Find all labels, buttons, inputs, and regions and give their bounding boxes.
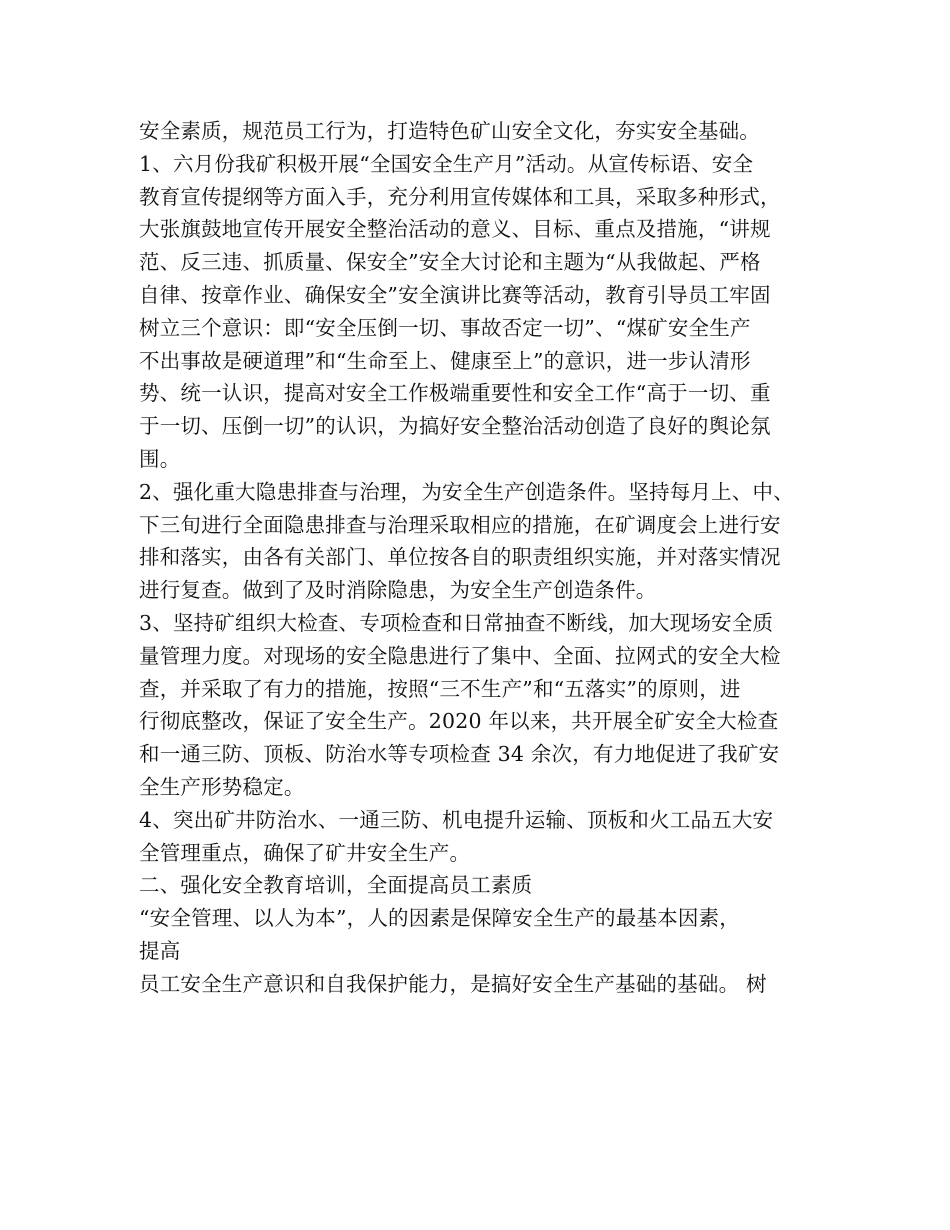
- text-line: “安全管理、以人为本”，人的因素是保障安全生产的最基本因素，: [139, 906, 740, 931]
- text-line: 全管理重点，确保了矿井安全生产。: [139, 840, 471, 865]
- text-line: 范、反三违、抓质量、保安全”安全大讨论和主题为“从我做起、严格: [139, 250, 761, 275]
- text-line: 2、强化重大隐患排查与治理，为安全生产创造条件。坚持每月上、中、: [139, 479, 794, 504]
- text-line: 自律、按章作业、确保安全”安全演讲比赛等活动，教育引导员工牢固: [139, 282, 771, 307]
- text-line: 大张旗鼓地宣传开展安全整治活动的意义、目标、重点及措施，“讲规: [139, 217, 771, 242]
- text-line: 势、统一认识，提高对安全工作极端重要性和安全工作“高于一切、重: [139, 381, 771, 406]
- text-line: 排和落实，由各有关部门、单位按各自的职责组织实施，并对落实情况: [139, 545, 781, 570]
- text-line: 查，并采取了有力的措施，按照“三不生产”和“五落实”的原则，进: [139, 676, 741, 701]
- text-line: 教育宣传提纲等方面入手，充分利用宣传媒体和工具，采取多种形式，: [139, 184, 781, 209]
- text-line: 于一切、压倒一切”的认识，为搞好安全整治活动创造了良好的舆论氛: [139, 414, 771, 439]
- text-line: 下三旬进行全面隐患排查与治理采取相应的措施，在矿调度会上进行安: [139, 512, 781, 537]
- text-line: 4、突出矿井防治水、一通三防、机电提升运输、顶板和火工品五大安: [139, 807, 774, 832]
- text-line: 树立三个意识：即“安全压倒一切、事故否定一切”、“煤矿安全生产: [139, 315, 751, 340]
- text-line: 行彻底整改，保证了安全生产。2020 年以来，共开展全矿安全大检查: [139, 709, 779, 734]
- text-line: 和一通三防、顶板、防治水等专项检查 34 余次，有力地促进了我矿安: [139, 742, 780, 767]
- text-line: 不出事故是硬道理”和“生命至上、健康至上”的意识，进一步认清形: [139, 348, 751, 373]
- text-line: 员工安全生产意识和自我保护能力，是搞好安全生产基础的基础。 树: [139, 971, 767, 996]
- text-line: 3、坚持矿组织大检查、专项检查和日常抽查不断线，加大现场安全质: [139, 610, 774, 635]
- text-line: 1、六月份我矿积极开展“全国安全生产月”活动。从宣传标语、安全: [139, 151, 754, 176]
- text-line: 全生产形势稳定。: [139, 774, 305, 799]
- section-heading: 二、强化安全教育培训，全面提高员工素质: [139, 873, 533, 898]
- document-body: [139, 115, 829, 1001]
- text-line: 围。: [139, 446, 181, 471]
- text-line: 安全素质，规范员工行为，打造特色矿山安全文化，夯实安全基础。: [139, 119, 760, 143]
- text-line: 量管理力度。对现场的安全隐患进行了集中、全面、拉网式的安全大检: [139, 643, 781, 668]
- text-line: 提高: [139, 938, 181, 963]
- text-line: 进行复查。做到了及时消除隐患，为安全生产创造条件。: [139, 578, 657, 603]
